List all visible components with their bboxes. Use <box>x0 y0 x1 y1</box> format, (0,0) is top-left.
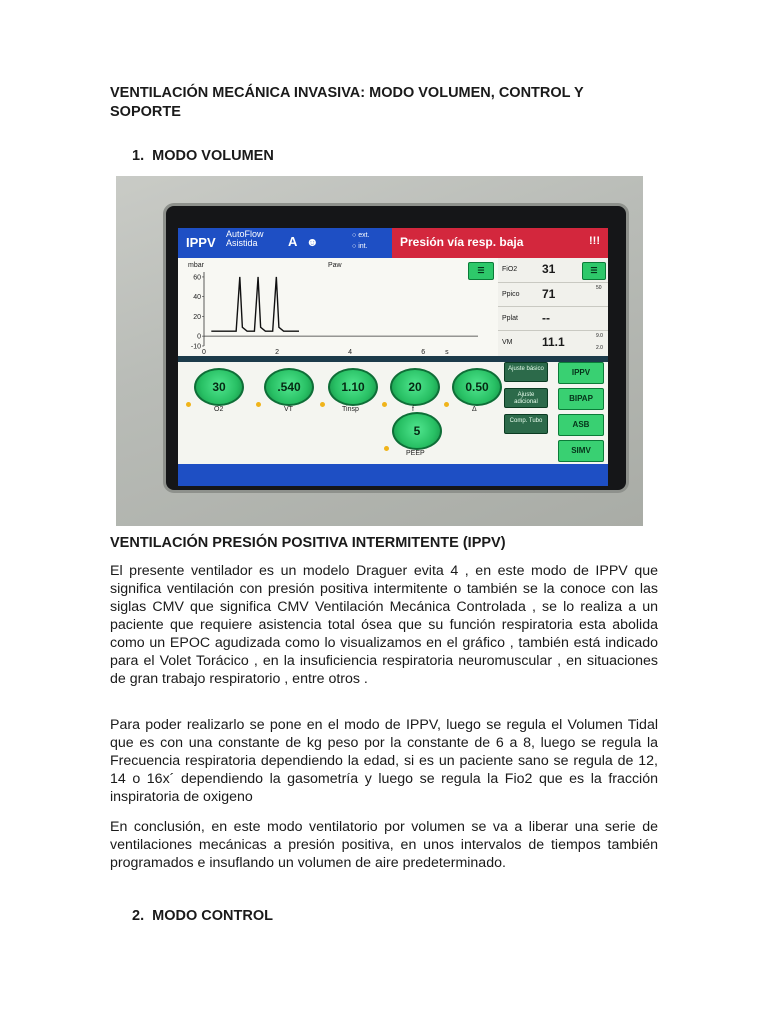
pressure-graph <box>178 258 498 356</box>
mode-sub-label <box>226 230 264 248</box>
y-tick-label: 60 <box>193 274 201 282</box>
alarm-mark: !!! <box>589 235 600 247</box>
mode-button-asb[interactable]: ASB <box>558 414 604 436</box>
parameter-panel <box>498 258 608 356</box>
x-unit-label: s <box>445 349 449 356</box>
knob-peep[interactable]: 5 <box>392 412 442 450</box>
graph-name: Paw <box>328 262 342 269</box>
knob-peep-indicator <box>384 446 389 451</box>
vm-range-high: 9.0 <box>596 333 603 339</box>
ventilator-screen <box>178 228 608 486</box>
knob-vt-label: VT <box>284 406 293 413</box>
controls-area <box>178 362 608 464</box>
knob-tinsp-indicator <box>320 402 325 407</box>
x-tick-label: 6 <box>421 349 426 356</box>
y-tick-label: 40 <box>193 294 201 302</box>
x-tick-label: 0 <box>202 349 206 356</box>
knob-tinsp-label: Tinsp <box>342 406 359 413</box>
ippv-subheading: VENTILACIÓN PRESIÓN POSITIVA INTERMITENTE (IPPV) <box>110 535 506 551</box>
graph-unit: mbar <box>188 262 204 269</box>
param-settings-button[interactable]: ☰ <box>582 262 606 280</box>
status-int: ○ int. <box>352 243 368 250</box>
ppico-range: 50 <box>596 285 602 291</box>
alarm-banner[interactable] <box>392 228 608 258</box>
knob-tinsp[interactable]: 1.10 <box>328 368 378 406</box>
knob-f-indicator <box>382 402 387 407</box>
knob-vt[interactable]: .540 <box>264 368 314 406</box>
knob-peep-label: PEEP <box>406 450 425 457</box>
paragraph-2: Para poder realizarlo se pone en el modo de IPPV, luego se regula el Volumen Tidal que es con una constante de kg peso por la constante de 6 a 8, luego se regula la Frecuencia respiratoria dependiendo la edad, si es un paciente sano se regula de 12, 14 o 16x´ dependiendo la gasometría y luego se regula la Fio2 que es la fracción inspiratoria de oxigeno <box>110 717 658 805</box>
mode-sub-autoflow: AutoFlow <box>226 229 264 239</box>
screen-top-bar <box>178 228 608 258</box>
mode-button-ippv[interactable]: IPPV <box>558 362 604 384</box>
comp-tubo-button[interactable]: Comp. Tubo <box>504 414 548 434</box>
param-row-vm: VM 11.1 9.0 2.0 <box>498 330 608 355</box>
y-tick-label: -10 <box>190 343 201 351</box>
mode-button-bipap[interactable]: BIPAP <box>558 388 604 410</box>
knob-delta[interactable]: 0.50 <box>452 368 502 406</box>
patient-icon: ☻ <box>306 235 319 249</box>
mode-label: IPPV <box>186 235 216 250</box>
mode-sub-asistida: Asistida <box>226 238 258 248</box>
section-heading-modo-volumen: 1. MODO VOLUMEN <box>132 148 274 164</box>
vm-range-low: 2.0 <box>596 345 603 351</box>
x-tick-label: 4 <box>348 349 353 356</box>
ajuste-adicional-button[interactable]: Ajuste adicional <box>504 388 548 408</box>
graph-settings-button[interactable]: ☰ <box>468 262 494 280</box>
knob-f-label: f <box>412 406 414 413</box>
y-tick-label: 0 <box>197 333 201 341</box>
knob-o2[interactable]: 30 <box>194 368 244 406</box>
knob-o2-indicator <box>186 402 191 407</box>
y-tick-label: 20 <box>193 313 201 321</box>
x-tick-label: 2 <box>275 349 280 356</box>
knob-delta-indicator <box>444 402 449 407</box>
section-heading-modo-control: 2. MODO CONTROL <box>132 908 273 924</box>
knob-delta-label: Δ <box>472 406 477 413</box>
param-row-ppico: Ppico 71 50 <box>498 282 608 307</box>
knob-f[interactable]: 20 <box>390 368 440 406</box>
pressure-waveform-line <box>211 277 299 331</box>
status-block <box>348 228 392 258</box>
mode-block <box>178 228 348 258</box>
document-title: VENTILACIÓN MECÁNICA INVASIVA: MODO VOLUMEN, CONTROL Y SOPORTE <box>110 85 584 120</box>
ventilator-photo <box>116 176 643 526</box>
param-row-fio2: FiO2 31 <box>502 262 556 276</box>
mode-button-simv[interactable]: SIMV <box>558 440 604 462</box>
alarm-text: Presión vía resp. baja <box>400 235 524 249</box>
screen-bottom-bar <box>178 464 608 486</box>
ajuste-basico-button[interactable]: Ajuste básico <box>504 362 548 382</box>
pressure-waveform-chart <box>178 258 498 356</box>
knob-vt-indicator <box>256 402 261 407</box>
param-row-pplat: Pplat -- <box>498 306 608 331</box>
paragraph-3: En conclusión, en este modo ventilatorio por volumen se va a liberar una serie de ventilaciones mecánicas a presión positiva, en unos intervalos de tiempos también programados e insuflando un volumen de aire predeterminado. <box>110 819 658 871</box>
mode-letter: A <box>288 234 298 249</box>
status-ext: ○ ext. <box>352 232 370 239</box>
paragraph-1: El presente ventilador es un modelo Draguer evita 4 , en este modo de IPPV que significa ventilación con presión positiva intermitente o también se la conoce con las siglas CMV que significa CMV Ventilación Mecánica Controlada , se lo realiza a un paciente que requiere asistencia total ósea que su función respiratoria esta abolida como un EPOC agudizada como lo visualizamos en el gráfico , también está indicado para el Volet Torácico , en la insuficiencia respiratoria neuromuscular , en situaciones de gran trabajo respiratorio , entre otros . <box>110 563 658 687</box>
knob-o2-label: O2 <box>214 406 224 413</box>
